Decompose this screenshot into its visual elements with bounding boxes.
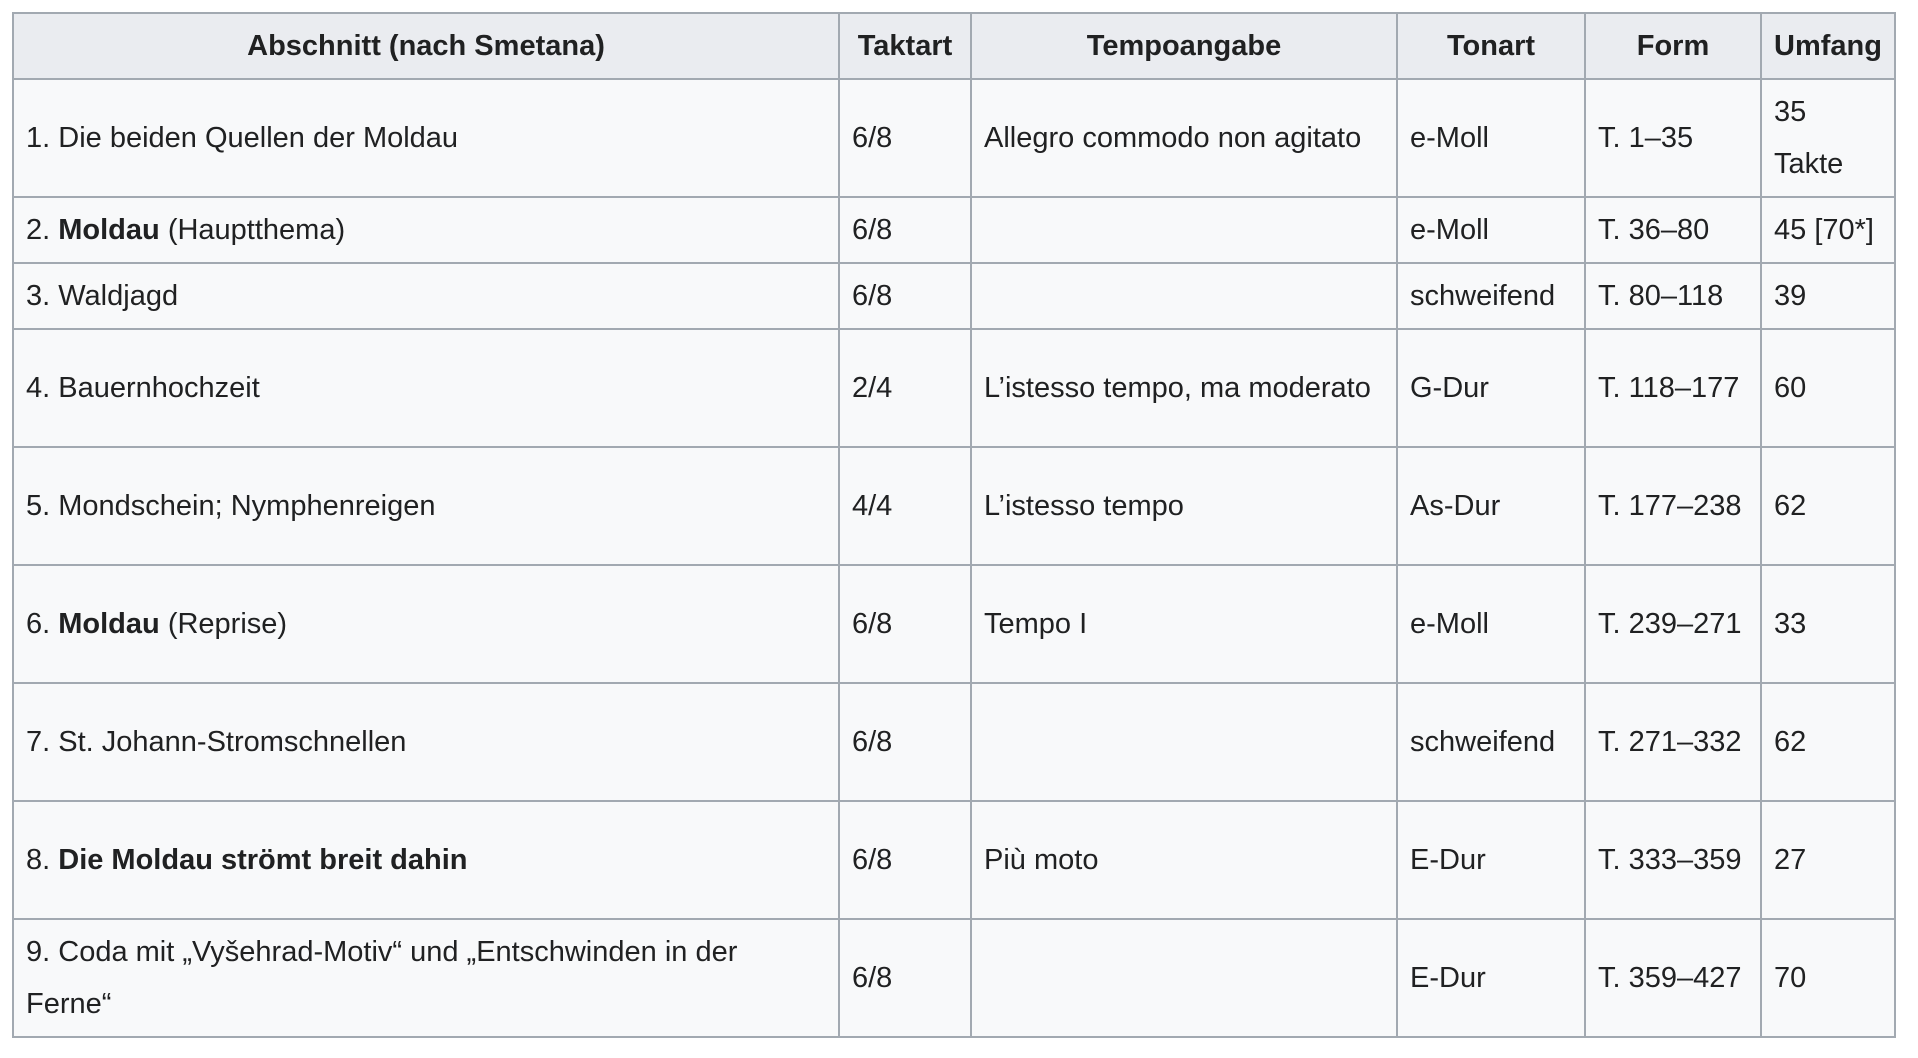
cell-tempo (971, 683, 1397, 801)
cell-section (13, 197, 839, 263)
cell-section (13, 801, 839, 919)
table-row (13, 447, 1895, 565)
section-title: (Reprise) (167, 608, 288, 640)
section-title: St. Johann-Stromschnellen (58, 726, 407, 758)
cell-key: schweifend (1397, 263, 1585, 329)
section-number: 3. (26, 280, 51, 312)
cell-form: T. 118–177 (1585, 329, 1761, 447)
section-title: Die beiden Quellen der Moldau (58, 122, 459, 154)
section-title-bold: Moldau (58, 214, 160, 246)
cell-key: e-Moll (1397, 565, 1585, 683)
cell-length: 70 (1761, 919, 1895, 1037)
table-row (13, 919, 1895, 1037)
cell-length: 62 (1761, 447, 1895, 565)
cell-meter: 6/8 (839, 79, 971, 197)
cell-meter: 4/4 (839, 447, 971, 565)
section-number: 6. (26, 608, 51, 640)
cell-meter: 6/8 (839, 801, 971, 919)
section-title: (Hauptthema) (167, 214, 346, 246)
cell-length: 60 (1761, 329, 1895, 447)
cell-key: E-Dur (1397, 919, 1585, 1037)
cell-tempo (971, 263, 1397, 329)
section-title-bold: Die Moldau strömt breit dahin (58, 844, 468, 876)
section-number: 4. (26, 372, 51, 404)
cell-tempo: Più moto (971, 801, 1397, 919)
cell-tempo (971, 197, 1397, 263)
section-number: 5. (26, 490, 51, 522)
section-title-bold: Moldau (58, 608, 160, 640)
cell-meter: 6/8 (839, 263, 971, 329)
cell-length: 35 Takte (1761, 79, 1895, 197)
cell-section (13, 919, 839, 1037)
table-body (13, 79, 1895, 1037)
cell-key: e-Moll (1397, 197, 1585, 263)
cell-section (13, 683, 839, 801)
cell-key: G-Dur (1397, 329, 1585, 447)
cell-form: T. 359–427 (1585, 919, 1761, 1037)
cell-tempo: L’istesso tempo (971, 447, 1397, 565)
cell-form: T. 177–238 (1585, 447, 1761, 565)
section-number: 2. (26, 214, 51, 246)
cell-meter: 6/8 (839, 565, 971, 683)
cell-length: 45 [70*] (1761, 197, 1895, 263)
cell-key: E-Dur (1397, 801, 1585, 919)
cell-section (13, 565, 839, 683)
table-row (13, 801, 1895, 919)
section-number: 1. (26, 122, 51, 154)
cell-length: 33 (1761, 565, 1895, 683)
cell-form: T. 80–118 (1585, 263, 1761, 329)
table-row (13, 263, 1895, 329)
header-section: Abschnitt (nach Smetana) (13, 13, 839, 79)
cell-key: As-Dur (1397, 447, 1585, 565)
cell-form: T. 271–332 (1585, 683, 1761, 801)
cell-length: 62 (1761, 683, 1895, 801)
table-row (13, 329, 1895, 447)
cell-meter: 6/8 (839, 683, 971, 801)
cell-tempo: Tempo I (971, 565, 1397, 683)
header-meter: Taktart (839, 13, 971, 79)
cell-section (13, 79, 839, 197)
cell-form: T. 239–271 (1585, 565, 1761, 683)
cell-meter: 2/4 (839, 329, 971, 447)
cell-tempo: Allegro commodo non agitato (971, 79, 1397, 197)
cell-key: e-Moll (1397, 79, 1585, 197)
cell-meter: 6/8 (839, 919, 971, 1037)
header-length: Umfang (1761, 13, 1895, 79)
cell-form: T. 36–80 (1585, 197, 1761, 263)
header-tempo: Tempoangabe (971, 13, 1397, 79)
cell-tempo (971, 919, 1397, 1037)
sections-table (12, 12, 1896, 1038)
cell-form: T. 1–35 (1585, 79, 1761, 197)
cell-length: 39 (1761, 263, 1895, 329)
section-number: 9. (26, 936, 51, 968)
section-title: Coda mit „Vyšehrad-Motiv“ und „Entschwinden in der Ferne“ (26, 936, 738, 1020)
section-number: 7. (26, 726, 51, 758)
table-row (13, 197, 1895, 263)
cell-key: schweifend (1397, 683, 1585, 801)
section-title: Mondschein; Nymphenreigen (58, 490, 436, 522)
cell-form: T. 333–359 (1585, 801, 1761, 919)
section-title: Waldjagd (58, 280, 179, 312)
section-number: 8. (26, 844, 51, 876)
table-row (13, 683, 1895, 801)
cell-tempo: L’istesso tempo, ma moderato (971, 329, 1397, 447)
section-title: Bauernhochzeit (58, 372, 260, 404)
cell-section (13, 263, 839, 329)
cell-meter: 6/8 (839, 197, 971, 263)
cell-section (13, 447, 839, 565)
header-key: Tonart (1397, 13, 1585, 79)
table-row (13, 565, 1895, 683)
table-header-row (13, 13, 1895, 79)
table-row (13, 79, 1895, 197)
cell-section (13, 329, 839, 447)
cell-length: 27 (1761, 801, 1895, 919)
header-form: Form (1585, 13, 1761, 79)
